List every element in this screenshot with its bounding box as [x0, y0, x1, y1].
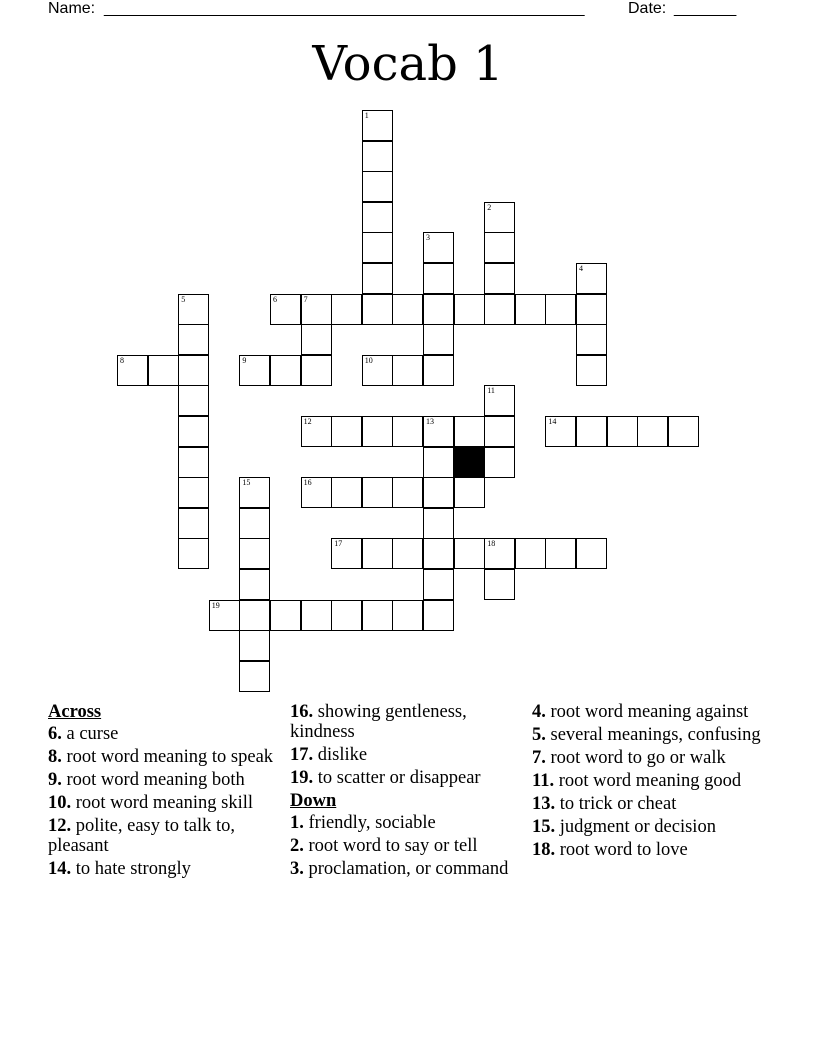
- crossword-cell[interactable]: [637, 416, 668, 447]
- clue-number: 13.: [532, 794, 556, 814]
- crossword-cell[interactable]: [301, 600, 332, 631]
- across-clue: [290, 702, 522, 742]
- crossword-cell[interactable]: [301, 294, 332, 325]
- cell-number: 12: [303, 417, 312, 426]
- black-square: [454, 447, 485, 478]
- crossword-cell[interactable]: [484, 569, 515, 600]
- cell-number: 2: [487, 202, 492, 212]
- across-clue: [48, 793, 280, 813]
- crossword-cell[interactable]: [362, 263, 393, 294]
- crossword-cell[interactable]: [484, 538, 515, 569]
- crossword-cell[interactable]: [301, 477, 332, 508]
- crossword-cell[interactable]: [423, 477, 454, 508]
- crossword-cell[interactable]: [576, 355, 607, 386]
- page-title: Vocab 1: [312, 36, 504, 92]
- cell-number: 19: [211, 600, 220, 610]
- across-clue: [48, 724, 280, 744]
- crossword-cell[interactable]: [484, 447, 515, 478]
- down-clue: [532, 840, 764, 860]
- crossword-cell[interactable]: [331, 477, 362, 508]
- crossword-cell[interactable]: [362, 355, 393, 386]
- cell-number: 3: [426, 233, 430, 243]
- name-label: Name:: [48, 0, 96, 17]
- crossword-cell[interactable]: [392, 355, 423, 386]
- clue-number: 14.: [48, 859, 72, 879]
- clue-text: several meanings, confusing: [550, 725, 761, 745]
- crossword-cell[interactable]: [331, 538, 362, 569]
- crossword-cell[interactable]: [545, 538, 576, 569]
- clue-number: 3.: [290, 859, 304, 879]
- crossword-cell[interactable]: [515, 294, 546, 325]
- crossword-cell[interactable]: [270, 355, 301, 386]
- crossword-cell[interactable]: [362, 600, 393, 631]
- crossword-cell[interactable]: [178, 538, 209, 569]
- crossword-cell[interactable]: [423, 324, 454, 355]
- down-clue: [532, 702, 764, 722]
- crossword-cell[interactable]: [239, 569, 270, 600]
- clue-text: root word to go or walk: [550, 748, 726, 768]
- clue-number: 7.: [532, 748, 546, 768]
- cell-number: 11: [487, 386, 495, 396]
- crossword-cell[interactable]: [392, 477, 423, 508]
- crossword-cell[interactable]: [178, 324, 209, 355]
- crossword-cell[interactable]: [423, 600, 454, 631]
- clue-text: proclamation, or command: [308, 859, 509, 879]
- crossword-cell[interactable]: [239, 661, 270, 692]
- across-clue: [48, 747, 280, 767]
- crossword-cell[interactable]: [362, 232, 393, 263]
- across-heading: Across: [48, 702, 102, 722]
- crossword-cell[interactable]: [362, 477, 393, 508]
- crossword-cell[interactable]: [545, 416, 576, 447]
- crossword-cell[interactable]: [484, 202, 515, 233]
- crossword-cell[interactable]: [178, 508, 209, 539]
- clue-text: to hate strongly: [75, 859, 191, 879]
- clue-number: 5.: [532, 725, 546, 745]
- cell-number: 13: [426, 417, 434, 426]
- crossword-cell[interactable]: [239, 630, 270, 661]
- clue-number: 19.: [290, 768, 314, 788]
- crossword-cell[interactable]: [423, 355, 454, 386]
- cell-number: 4: [579, 264, 583, 273]
- crossword-cell[interactable]: [576, 294, 607, 325]
- clue-number: 6.: [48, 724, 62, 744]
- clue-number: 1.: [290, 813, 304, 833]
- crossword-cell[interactable]: [117, 355, 148, 386]
- clue-text: root word to love: [559, 840, 688, 860]
- across-clue: [48, 859, 280, 879]
- cell-number: 15: [242, 478, 251, 488]
- crossword-cell[interactable]: [178, 355, 209, 386]
- crossword-cell[interactable]: [239, 600, 270, 631]
- crossword-cell[interactable]: [668, 416, 699, 447]
- clue-text: to scatter or disappear: [317, 768, 481, 788]
- down-clue: [532, 817, 764, 837]
- crossword-cell[interactable]: [178, 447, 209, 478]
- clue-text: to trick or cheat: [559, 794, 677, 814]
- clue-text: root word meaning both: [66, 770, 245, 790]
- clue-number: 10.: [48, 793, 72, 813]
- clue-text: showing gentleness, kindness: [290, 702, 467, 742]
- crossword-cell[interactable]: [423, 538, 454, 569]
- clue-number: 8.: [48, 747, 62, 767]
- crossword-cell[interactable]: [362, 171, 393, 202]
- crossword-cell[interactable]: [239, 355, 270, 386]
- clue-column-3: [532, 702, 764, 863]
- clue-number: 18.: [532, 840, 556, 860]
- clue-number: 11.: [532, 771, 555, 791]
- crossword-cell[interactable]: [454, 416, 485, 447]
- crossword-cell[interactable]: [423, 569, 454, 600]
- crossword-cell[interactable]: [331, 294, 362, 325]
- crossword-cell[interactable]: [362, 294, 393, 325]
- crossword-cell[interactable]: [148, 355, 179, 386]
- crossword-cell[interactable]: [484, 385, 515, 416]
- clue-number: 2.: [290, 836, 304, 856]
- crossword-cell[interactable]: [209, 600, 240, 631]
- across-clue: [290, 745, 522, 765]
- down-clue: [532, 771, 764, 791]
- crossword-cell[interactable]: [576, 263, 607, 294]
- crossword-cell[interactable]: [362, 110, 393, 141]
- down-clue: [532, 794, 764, 814]
- clue-text: a curse: [66, 724, 119, 744]
- crossword-cell[interactable]: [178, 385, 209, 416]
- crossword-cell[interactable]: [331, 600, 362, 631]
- cell-number: 16: [303, 478, 312, 488]
- clue-text: root word meaning good: [558, 771, 742, 791]
- crossword-cell[interactable]: [576, 324, 607, 355]
- crossword-cell[interactable]: [392, 294, 423, 325]
- clue-text: root word meaning skill: [75, 793, 254, 813]
- crossword-cell[interactable]: [301, 355, 332, 386]
- crossword-cell[interactable]: [423, 508, 454, 539]
- cell-number: 8: [120, 355, 124, 365]
- clue-text: root word meaning to speak: [66, 747, 274, 767]
- cell-number: 18: [487, 539, 496, 549]
- crossword-cell[interactable]: [576, 416, 607, 447]
- across-clue: [48, 816, 280, 856]
- crossword-cell[interactable]: [515, 538, 546, 569]
- crossword-cell[interactable]: [484, 416, 515, 447]
- clue-text: friendly, sociable: [308, 813, 436, 833]
- crossword-cell[interactable]: [239, 538, 270, 569]
- clue-column-2: [290, 702, 522, 882]
- crossword-cell[interactable]: [607, 416, 638, 447]
- crossword-cell[interactable]: [331, 416, 362, 447]
- name-blank-line[interactable]: ______________________________________________________: [104, 0, 585, 17]
- clue-number: 12.: [48, 816, 72, 836]
- crossword-cell[interactable]: [362, 141, 393, 172]
- crossword-cell[interactable]: [270, 600, 301, 631]
- crossword-cell[interactable]: [454, 477, 485, 508]
- cell-number: 14: [548, 417, 557, 426]
- down-heading: Down: [290, 791, 337, 811]
- down-clue: [290, 813, 522, 833]
- crossword-cell[interactable]: [178, 477, 209, 508]
- across-clue: [290, 768, 522, 788]
- crossword-cell[interactable]: [392, 538, 423, 569]
- cell-number: 5: [181, 294, 186, 304]
- crossword-cell[interactable]: [178, 416, 209, 447]
- crossword-cell[interactable]: [301, 416, 332, 447]
- crossword-cell[interactable]: [423, 447, 454, 478]
- cell-number: 17: [334, 539, 343, 549]
- crossword-cell[interactable]: [484, 294, 515, 325]
- cell-number: 7: [303, 294, 308, 304]
- clue-text: root word meaning against: [550, 702, 749, 722]
- down-clue: [290, 859, 522, 879]
- clue-text: polite, easy to talk to, pleasant: [48, 816, 236, 856]
- clue-number: 4.: [532, 702, 546, 722]
- crossword-cell[interactable]: [392, 600, 423, 631]
- clue-number: 16.: [290, 702, 314, 722]
- clue-text: dislike: [317, 745, 368, 765]
- crossword-cell[interactable]: [454, 538, 485, 569]
- crossword-cell[interactable]: [484, 263, 515, 294]
- clue-text: root word to say or tell: [308, 836, 478, 856]
- crossword-cell[interactable]: [301, 324, 332, 355]
- crossword-cell[interactable]: [423, 232, 454, 263]
- clue-text: judgment or decision: [559, 817, 716, 837]
- date-blank-line[interactable]: _______: [674, 0, 737, 17]
- crossword-cell[interactable]: [392, 416, 423, 447]
- crossword-cell[interactable]: [239, 508, 270, 539]
- crossword-cell[interactable]: [545, 294, 576, 325]
- crossword-cell[interactable]: [362, 202, 393, 233]
- down-clue: [290, 836, 522, 856]
- crossword-cell[interactable]: [178, 294, 209, 325]
- crossword-cell[interactable]: [454, 294, 485, 325]
- crossword-cell[interactable]: [423, 263, 454, 294]
- clue-number: 15.: [532, 817, 556, 837]
- crossword-cell[interactable]: [484, 232, 515, 263]
- cell-number: 1: [364, 111, 369, 120]
- crossword-cell[interactable]: [576, 538, 607, 569]
- crossword-cell[interactable]: [423, 416, 454, 447]
- crossword-cell[interactable]: [239, 477, 270, 508]
- crossword-cell[interactable]: [362, 416, 393, 447]
- cell-number: 9: [242, 355, 247, 365]
- cell-number: 10: [364, 355, 373, 365]
- across-clue: [48, 770, 280, 790]
- cell-number: 6: [273, 294, 277, 304]
- clue-column-1: [48, 702, 280, 882]
- clue-number: 17.: [290, 745, 314, 765]
- date-label: Date:: [628, 0, 667, 17]
- crossword-cell[interactable]: [362, 538, 393, 569]
- clue-number: 9.: [48, 770, 62, 790]
- down-clue: [532, 748, 764, 768]
- crossword-cell[interactable]: [423, 294, 454, 325]
- down-clue: [532, 725, 764, 745]
- crossword-cell[interactable]: [270, 294, 301, 325]
